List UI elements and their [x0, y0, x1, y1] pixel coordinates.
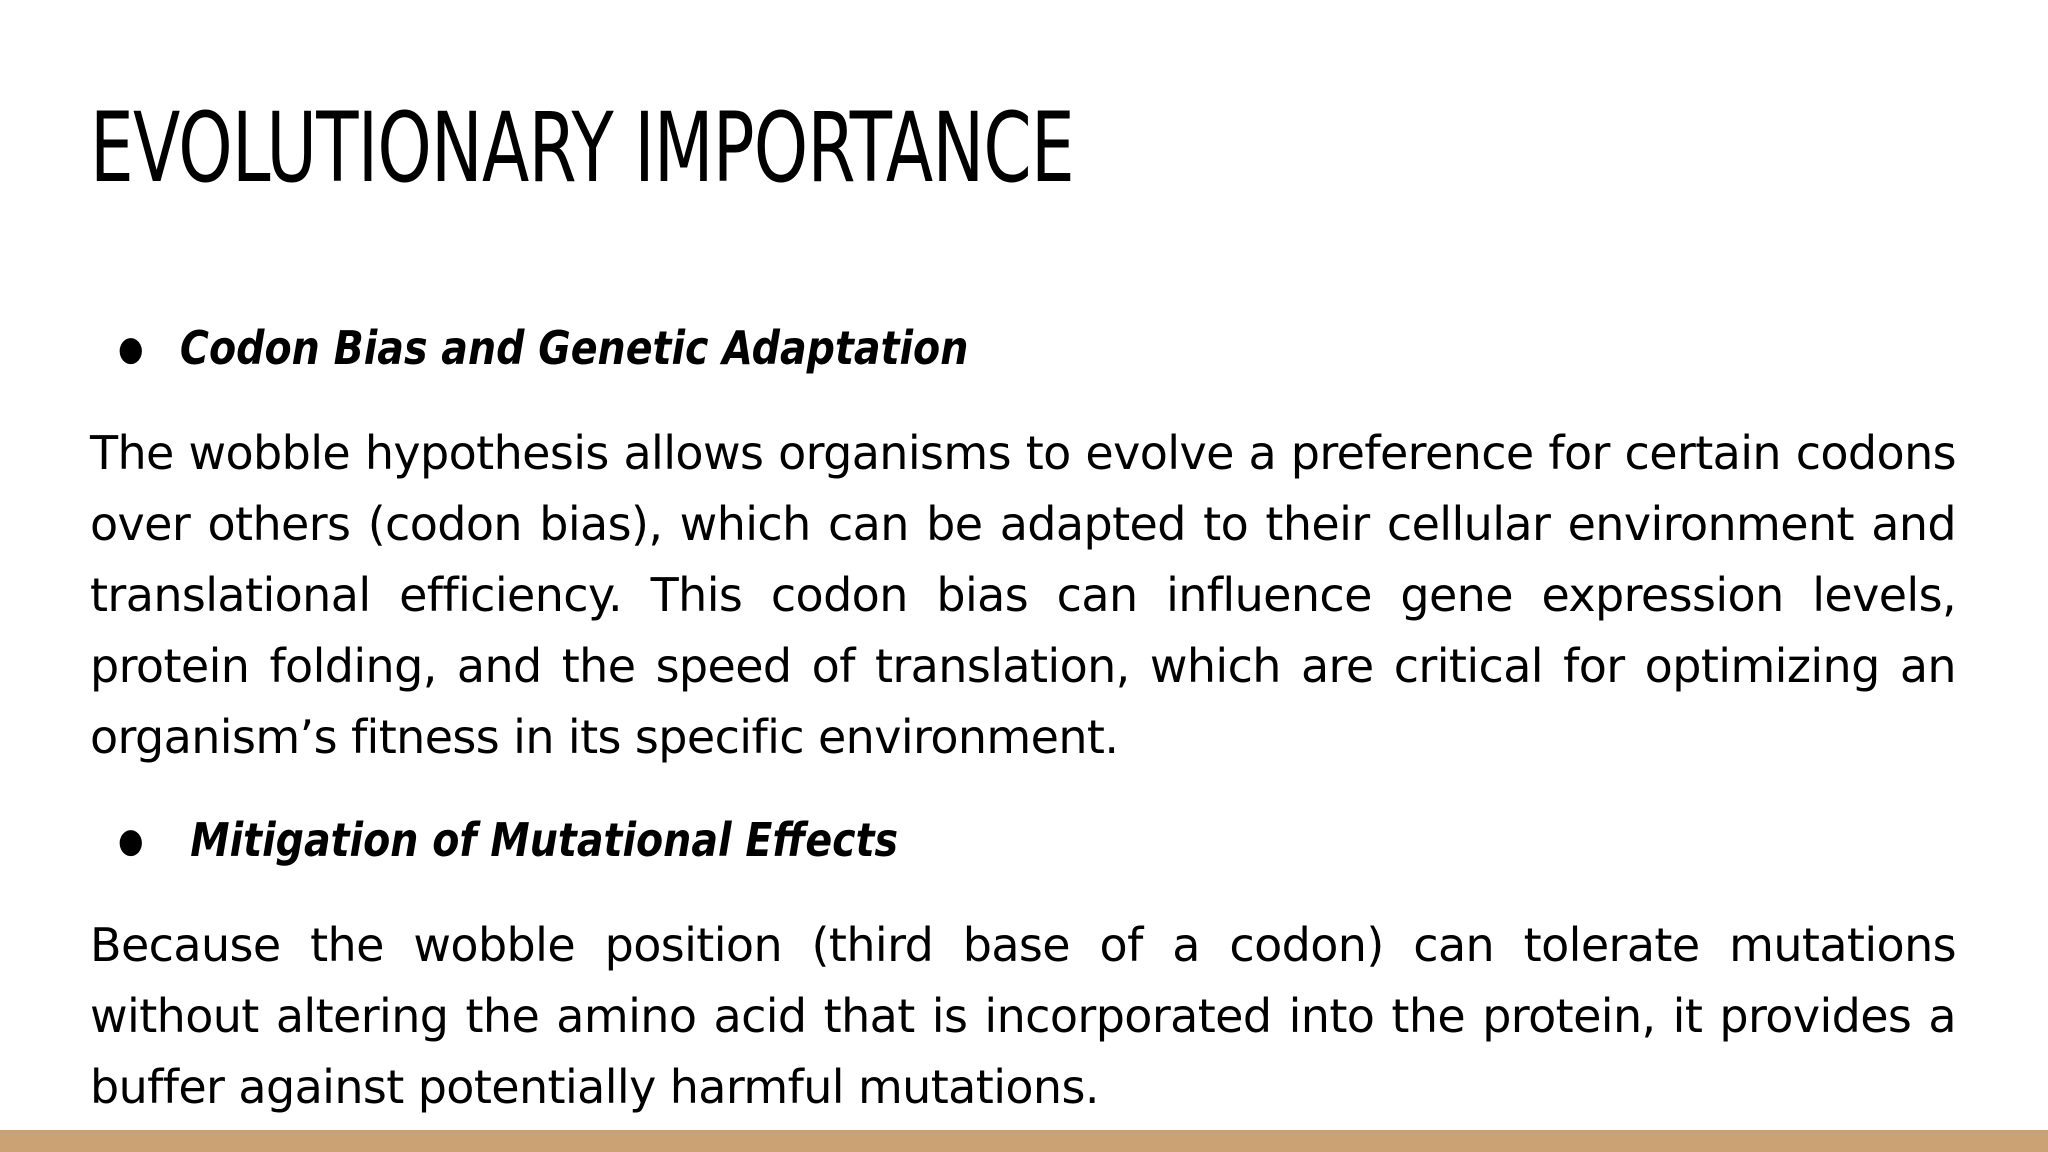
section-heading-codon-bias: [118, 320, 968, 377]
section-heading-mitigation: [118, 812, 898, 869]
bullet-icon: ●: [118, 329, 144, 369]
section-heading-text: Mitigation of Mutational Effects: [190, 813, 899, 867]
bullet-icon: ●: [118, 821, 144, 861]
section-body-mitigation: Because the wobble position (third base of a codon) can tolerate mutations without altering the amino acid that is incorporated into the protein, it provides a buffer against potentially harmful mutations.: [90, 918, 1956, 1114]
section-body-codon-bias: The wobble hypothesis allows organisms to evolve a preference for certain codons over others (codon bias), which can be adapted to their cellular environment and translational efficiency. This codon bias can influence gene expression levels, protein folding, and the speed of translation, which are critical for optimizing an organism’s fitness in its specific environment.: [90, 426, 1956, 764]
section-heading-text: Codon Bias and Genetic Adaptation: [179, 321, 969, 375]
slide-title: EVOLUTIONARY IMPORTANCE: [90, 92, 1074, 204]
footer-accent-bar: [0, 1130, 2048, 1152]
